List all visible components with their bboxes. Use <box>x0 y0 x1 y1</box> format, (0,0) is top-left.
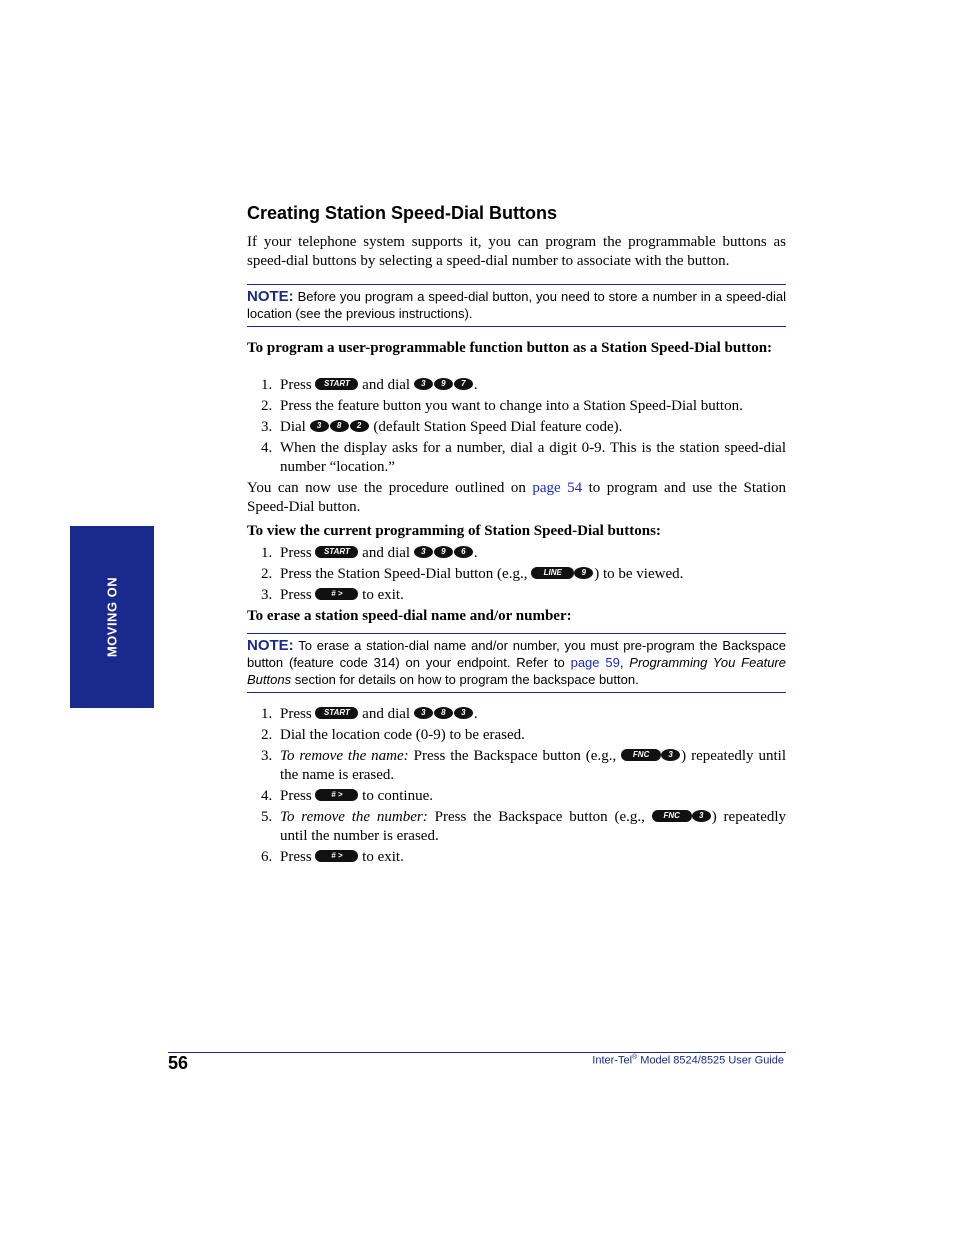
list-item: 3. To remove the name: Press the Backspace button (e.g., FNC 3 ) repeatedly until the name is erased. <box>261 748 786 783</box>
list-item: 4. Press # > to continue. <box>261 788 433 804</box>
side-tab-label: MOVING ON <box>104 576 120 658</box>
list-item: 3. Press # > to exit. <box>261 587 404 603</box>
page-54-link[interactable]: page 54 <box>532 480 583 496</box>
digit-key-icon: 3 <box>414 707 433 719</box>
procedure-heading-view: To view the current programming of Station Speed-Dial buttons: <box>247 523 661 539</box>
digit-key-icon: 3 <box>661 749 680 761</box>
digit-key-icon: 9 <box>574 567 593 579</box>
side-tab <box>70 526 154 708</box>
page-number: 56 <box>168 1053 189 1073</box>
list-item: 2. Dial the location code (0-9) to be erased. <box>261 727 525 743</box>
list-item: 1. Press START and dial 3 9 7 . <box>261 377 478 393</box>
section-title: Creating Station Speed-Dial Buttons <box>247 203 558 223</box>
digit-key-icon: 7 <box>454 378 473 390</box>
note-label: NOTE: <box>247 288 294 305</box>
fnc-key-icon: FNC <box>621 749 661 761</box>
line-key-icon: LINE <box>531 567 574 579</box>
list-item: 3. Dial 3 8 2 (default Station Speed Dial feature code). <box>261 419 623 435</box>
digit-key-icon: 3 <box>414 546 433 558</box>
list-item: 1. Press START and dial 3 9 6 . <box>261 545 478 561</box>
start-key-icon: START <box>315 378 358 390</box>
start-key-icon: START <box>315 707 358 719</box>
note-box-1 <box>247 284 786 327</box>
list-item: 4. When the display asks for a number, dial a digit 0-9. This is the station speed-dial number “location.” <box>261 440 786 475</box>
digit-key-icon: 3 <box>310 420 329 432</box>
hash-key-icon: # > <box>315 588 358 600</box>
digit-key-icon: 8 <box>330 420 349 432</box>
intro-paragraph: If your telephone system supports it, you can program the programmable buttons as speed-dial buttons by selecting a speed-dial number to associate with the button. <box>247 234 786 269</box>
footer-title: Inter-Tel® Model 8524/8525 User Guide <box>592 1054 784 1067</box>
page-59-link[interactable]: page 59 <box>570 655 620 670</box>
digit-key-icon: 6 <box>454 546 473 558</box>
list-item: 6. Press # > to exit. <box>261 849 404 865</box>
fnc-key-icon: FNC <box>652 810 692 822</box>
procedure-list-erase <box>247 705 786 869</box>
hash-key-icon: # > <box>315 850 358 862</box>
list-item: 2. Press the Station Speed-Dial button (e.g., LINE 9 ) to be viewed. <box>261 566 684 582</box>
digit-key-icon: 2 <box>350 420 369 432</box>
list-item: 1. Press START and dial 3 8 3 . <box>261 706 478 722</box>
procedure-heading-program: To program a user-programmable function button as a Station Speed-Dial button: <box>247 340 773 356</box>
note-text: Before you program a speed-dial button, you need to store a number in a speed-dial location (see the previous instructions). <box>247 289 786 321</box>
digit-key-icon: 9 <box>434 378 453 390</box>
procedure-heading-erase: To erase a station speed-dial name and/or number: <box>247 608 572 624</box>
digit-key-icon: 3 <box>414 378 433 390</box>
digit-key-icon: 9 <box>434 546 453 558</box>
start-key-icon: START <box>315 546 358 558</box>
digit-key-icon: 3 <box>692 810 711 822</box>
list-item: 5. To remove the number: Press the Backspace button (e.g., FNC 3 ) repeatedly until the number is erased. <box>261 809 787 844</box>
digit-key-icon: 8 <box>434 707 453 719</box>
note-box-2: NOTE: To erase a station-dial name and/or number, you must pre-program the Backspace button (feature code 314) on your endpoint. Refer to page 59, Programming You Feature Buttons section for details on how to program the backspace button. <box>247 633 786 693</box>
procedure-list-program <box>247 376 786 479</box>
hash-key-icon: # > <box>315 789 358 801</box>
footer-rule <box>168 1052 786 1053</box>
procedure-list-view <box>247 544 786 607</box>
list-item: 2. Press the feature button you want to change into a Station Speed-Dial button. <box>261 398 743 414</box>
followup-paragraph: You can now use the procedure outlined on page 54 to program and use the Station Speed-Dial button. <box>247 480 786 515</box>
note-label: NOTE: <box>247 637 294 654</box>
digit-key-icon: 3 <box>454 707 473 719</box>
